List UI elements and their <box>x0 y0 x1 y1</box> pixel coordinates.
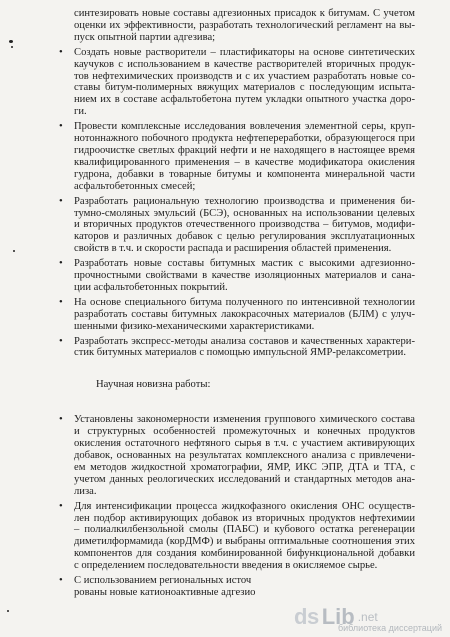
bullet-item <box>60 196 415 256</box>
text-line: каучуков с использованием в качестве растворителей вторичных продук- <box>74 58 415 70</box>
bullet-item <box>60 121 415 192</box>
logo-tld-text: .net <box>357 610 378 624</box>
bullet-item <box>60 336 415 360</box>
text-line: На основе специального битума полученного по интенсивной технологии <box>74 296 415 308</box>
text-line: с определением последовательности введения в окисляемое сырье. <box>74 560 378 572</box>
text-line: Создать новые растворители – пластификаторы на основе синтетических <box>74 46 415 58</box>
text-line: Для интенсификации процесса жидкофазного окисления ОНС осуществ- <box>74 500 415 512</box>
bullet-icon: • <box>59 335 63 347</box>
text-line: нотоннажного побочного продукта нефтепереработки, образующегося при <box>74 133 415 145</box>
text-line: диметилформамида (корДМФ) и выбраны оптимальные соотношения этих <box>74 536 415 548</box>
bullet-item <box>60 258 415 294</box>
bullet-item <box>60 297 415 333</box>
scan-dot-2 <box>11 46 13 48</box>
logo-subtitle: библиотека диссертаций <box>337 623 442 633</box>
scan-dot-3 <box>13 250 15 252</box>
text-line: свойств в т.ч. и скорости распада и расширения областей применения. <box>74 243 392 255</box>
text-line: Разработать новые составы битумных мастик с высокими адгезионно- <box>74 258 415 270</box>
text-line: лиза. <box>74 485 97 497</box>
dslib-watermark-logo <box>294 601 444 633</box>
novelty-list <box>60 411 415 599</box>
text-line: компонентов для создания комбинированной бифункциональной добавки <box>74 548 415 560</box>
text-line: шенными физико-механическими характеристиками. <box>74 320 315 332</box>
bullet-icon: • <box>59 414 63 426</box>
text-line: тов нефтехимических производств и с их участием разработать новые со- <box>74 70 415 82</box>
text-line: гудрона, добавки в товарные битумы и компонента минеральной части <box>74 168 415 180</box>
text-line: разработать составы битумных лакокрасочных материалов (БЛМ) с улуч- <box>74 308 415 320</box>
text-line: – полиалкилбензольной смолы (ПАБС) и кубового остатка регенерации <box>74 524 415 536</box>
text-line: ставы битум-полимерных вяжущих материалов с последующим испыта- <box>74 82 415 94</box>
text-line: асфальтобетонных смесей; <box>74 180 196 192</box>
scan-dot-1 <box>9 40 13 43</box>
bullet-icon: • <box>59 296 63 308</box>
tasks-list <box>60 44 415 360</box>
intro-paragraph <box>60 8 415 44</box>
bullet-item <box>60 414 415 497</box>
bullet-icon: • <box>59 500 63 512</box>
text-line: синтезировать новые составы адгезионных присадок к битумам. С учетом <box>74 8 415 19</box>
text-line: прочностными свойствами в качестве изоляционных материалов и сана- <box>74 270 415 282</box>
scan-dot-4 <box>7 610 9 612</box>
text-line: квалифицированного применения – в качестве модификатора окисления <box>74 156 415 168</box>
document-text <box>60 8 415 599</box>
bullet-icon: • <box>59 575 63 587</box>
text-line: и вторичных продуктов отечественного производства – битумов, модифи- <box>74 219 415 231</box>
text-line: окисления остаточного нефтяного сырья в т.ч. с участием активирующих <box>74 438 415 450</box>
text-line: С использованием региональных источ <box>74 575 252 587</box>
text-line: лен подбор активирующих добавок из вторичных продуктов нефтехимии <box>74 512 415 524</box>
text-line: оценки их эффективности, разработать технологический регламент на вы- <box>74 19 415 31</box>
text-line: стик битумных материалов с помощью импульсной ЯМР-релаксометрии. <box>74 347 406 359</box>
text-line: ги. <box>74 106 87 118</box>
text-line: Провести комплексные исследования вовлечения элементной серы, круп- <box>74 121 415 133</box>
bullet-item <box>60 575 415 599</box>
text-line: Разработать рациональную технологию производства и применения би- <box>74 195 415 207</box>
bullet-icon: • <box>59 195 63 207</box>
bullet-icon: • <box>59 46 63 58</box>
text-line: пуск опытной партии адгезива; <box>74 31 216 43</box>
novelty-heading: Научная новизна работы: <box>96 379 211 391</box>
text-line: каторов и различных добавок с целью регулирования эксплуатационных <box>74 231 415 243</box>
text-line: нием их в составе асфальтобетона путем укладки опытного участка доро- <box>74 94 415 106</box>
bullet-item <box>60 47 415 118</box>
text-line: Разработать экспресс-методы анализа составов и качественных характери- <box>74 335 415 347</box>
text-line: гидроочистке светлых фракций нефти и не находящего в настоящее время <box>74 144 415 156</box>
bullet-icon: • <box>59 121 63 133</box>
bullet-item <box>60 501 415 572</box>
text-line: учетом данных реологических исследований и стандартных методов ана- <box>74 473 415 485</box>
text-line: добавок, основанных на результатах комплексного анализа с привлечени- <box>74 450 415 461</box>
logo-ds-text: ds <box>294 604 319 629</box>
text-line: тумно-смоляных эмульсий (БСЭ), основанных на использовании целевых <box>74 207 415 219</box>
text-line: рованы новые катионоактивные адгезио <box>74 586 256 598</box>
text-line: Установлены закономерности изменения группового химического состава <box>74 414 415 426</box>
text-line: ции асфальтобетонных покрытий. <box>74 281 228 293</box>
bullet-icon: • <box>59 258 63 270</box>
text-line: и структурных особенностей промежуточных и конечных продуктов <box>74 426 415 438</box>
text-line: ем методов жидкостной хроматографии, ЯМР, ИКС ЭПР, ДТА и ТГА, с <box>74 461 415 473</box>
logo-lib-text: Lib <box>321 604 355 629</box>
